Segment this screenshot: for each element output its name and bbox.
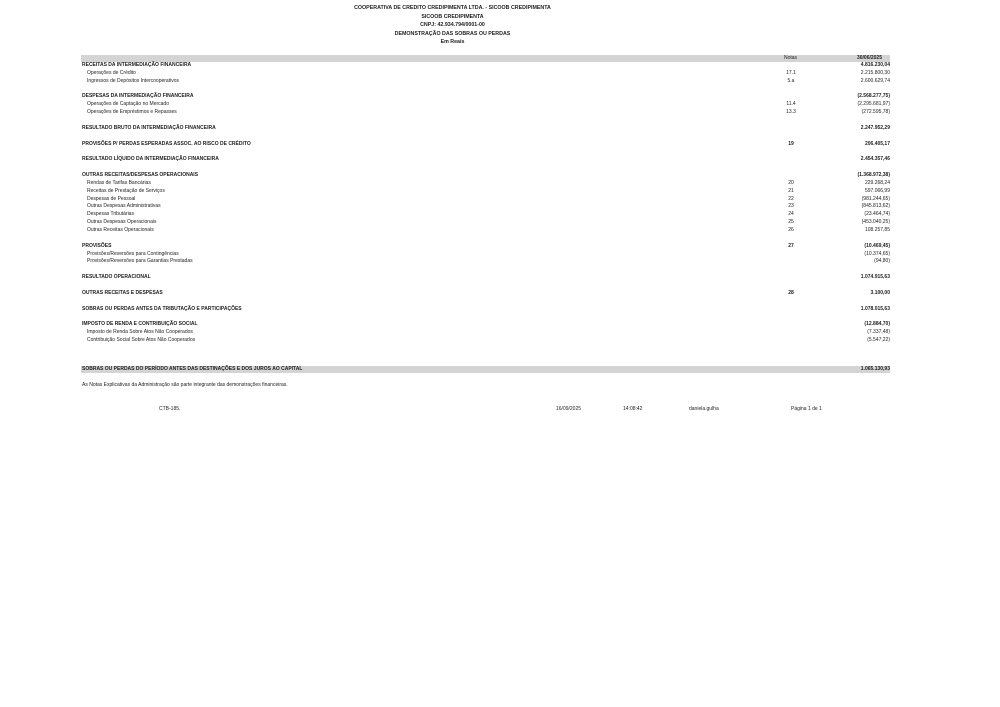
section-row — [81, 156, 890, 164]
row-note: 27 — [788, 242, 794, 249]
company-name: COOPERATIVA DE CREDITO CREDIPIMENTA LTDA. - SICOOB CREDIPIMENTA — [354, 5, 551, 11]
final-result-value: 1.065.130,93 — [860, 366, 890, 372]
income-statement-table — [81, 55, 890, 345]
row-value: 1.074.915,63 — [860, 274, 890, 281]
row-description: OUTRAS RECEITAS/DESPESAS OPERACIONAIS — [82, 172, 199, 179]
row-description: Operações de Empréstimos e Repasses — [87, 109, 177, 116]
row-note: 5.a — [787, 77, 795, 84]
report-title: DEMONSTRAÇÃO DAS SOBRAS OU PERDAS — [394, 30, 511, 37]
row-description: Despesas Tributárias — [87, 211, 134, 218]
row-description: Contribuição Social Sobre Atos Não Cooperados — [87, 337, 196, 343]
row-note: 26 — [788, 226, 794, 233]
line-item-row — [81, 188, 890, 196]
footer-user: daniela.gulha — [689, 406, 719, 412]
row-value: 229.268,24 — [864, 179, 890, 186]
row-description: Operações de Captação no Mercado — [87, 101, 169, 108]
row-note: 28 — [788, 289, 794, 296]
row-value: (845.813,62) — [861, 203, 890, 210]
line-item-row — [81, 70, 890, 78]
line-item-row — [81, 329, 890, 337]
date-column-header: 30/06/2025 — [856, 55, 882, 61]
footer-report-code: CTB-185. — [159, 406, 181, 412]
row-description: OUTRAS RECEITAS E DESPESAS — [82, 289, 163, 296]
row-spacer — [81, 133, 890, 141]
row-description: Rendas de Tarifas Bancárias — [87, 179, 151, 186]
row-description: RESULTADO OPERACIONAL — [82, 274, 151, 281]
row-description: Imposto de Renda Sobre Atos Não Cooperados — [87, 329, 193, 336]
row-value: (1.368.972,38) — [857, 172, 890, 179]
line-item-row — [81, 258, 890, 266]
row-value: (2.568.277,75) — [857, 93, 890, 100]
line-item-row — [81, 180, 890, 188]
section-row — [81, 141, 890, 149]
row-description: DESPESAS DA INTERMEDIAÇÃO FINANCEIRA — [82, 93, 194, 100]
row-description: Outras Despesas Operacionais — [87, 219, 157, 226]
line-item-row — [81, 78, 890, 86]
row-note: 19 — [788, 140, 794, 147]
row-value: (272.595,78) — [861, 109, 890, 116]
row-description: RECEITAS DA INTERMEDIAÇÃO FINANCEIRA — [82, 62, 192, 68]
section-row — [81, 290, 890, 298]
footer-page: Página 1 de 1 — [791, 406, 822, 412]
row-description: Provisões/Reversões para Garantias Prestadas — [87, 258, 193, 265]
row-value: 2.600.629,74 — [860, 77, 890, 84]
footer-time: 14:08:42 — [623, 406, 643, 412]
row-description: Outras Receitas Operacionais — [87, 226, 154, 233]
row-value: 2.454.357,46 — [860, 156, 890, 163]
footnote: As Notas Explicativas da Administração são parte integrante das demonstrações financeiras. — [82, 382, 288, 388]
row-spacer — [81, 86, 890, 94]
section-row — [81, 306, 890, 314]
row-note: 20 — [788, 179, 794, 186]
row-spacer — [81, 117, 890, 125]
row-description: RESULTADO BRUTO DA INTERMEDIAÇÃO FINANCEIRA — [82, 124, 216, 131]
line-item-row — [81, 196, 890, 204]
line-item-row — [81, 337, 890, 345]
line-item-row — [81, 227, 890, 235]
row-note: 17.1 — [786, 69, 796, 76]
currency-label: Em Reais — [440, 39, 465, 46]
row-value: (7.337,48) — [867, 329, 890, 336]
line-item-row — [81, 251, 890, 259]
row-note: 21 — [788, 187, 794, 194]
row-value: 206.405,17 — [864, 140, 890, 147]
row-description: Ingressos de Depósitos Intercooperativos — [87, 77, 179, 84]
row-note: 23 — [788, 203, 794, 210]
row-value: (12.884,70) — [864, 321, 890, 328]
row-value: 4.816.230,04 — [860, 62, 890, 68]
row-value: 2.215.800,30 — [860, 69, 890, 76]
cooperative-short-name: SICOOB CREDIPIMENTA — [421, 13, 484, 20]
section-row — [81, 172, 890, 180]
section-row — [81, 321, 890, 329]
row-note: 25 — [788, 219, 794, 226]
statement-rows — [81, 62, 890, 345]
line-item-row — [81, 101, 890, 109]
row-value: (2.295.681,97) — [857, 101, 890, 108]
row-value: 3.100,00 — [870, 289, 890, 296]
row-value: (453.040,25) — [861, 219, 890, 226]
row-spacer — [81, 298, 890, 306]
row-value: 597.066,99 — [864, 187, 890, 194]
section-row — [81, 274, 890, 282]
row-value: (5.547,22) — [867, 337, 890, 343]
line-item-row — [81, 109, 890, 117]
row-spacer — [81, 266, 890, 274]
cnpj: CNPJ: 42.934.794/0001-00 — [420, 22, 485, 29]
row-spacer — [81, 313, 890, 321]
row-spacer — [81, 235, 890, 243]
row-description: Despesas de Pessoal — [87, 195, 136, 202]
row-note: 22 — [788, 195, 794, 202]
row-value: 108.257,85 — [864, 226, 890, 233]
row-note: 24 — [788, 211, 794, 218]
row-note: 11.4 — [786, 101, 796, 108]
row-spacer — [81, 282, 890, 290]
section-row — [81, 62, 890, 70]
section-row — [81, 93, 890, 101]
line-item-row — [81, 219, 890, 227]
row-spacer — [81, 164, 890, 172]
row-description: Outras Despesas Administrativas — [87, 203, 161, 210]
row-description: Operações de Crédito — [87, 69, 136, 76]
column-header-bar — [81, 55, 890, 62]
row-value: (23.464,74) — [864, 211, 890, 218]
row-value: (10.374,65) — [864, 250, 890, 257]
line-item-row — [81, 211, 890, 219]
row-value: (94,80) — [874, 258, 890, 265]
row-value: (981.244,65) — [861, 195, 890, 202]
section-row — [81, 125, 890, 133]
row-value: 1.078.015,63 — [860, 305, 890, 312]
row-description: RESULTADO LÍQUIDO DA INTERMEDIAÇÃO FINANCEIRA — [82, 156, 219, 163]
report-header — [0, 4, 1000, 47]
section-row — [81, 243, 890, 251]
row-description: PROVISÕES P/ PERDAS ESPERADAS ASSOC. AO RISCO DE CRÉDITO — [82, 140, 251, 147]
line-item-row — [81, 203, 890, 211]
final-result-label: SOBRAS OU PERDAS DO PERÍODO ANTES DAS DESTINAÇÕES E DOS JUROS AO CAPITAL — [82, 366, 303, 372]
row-note: 13.3 — [786, 109, 796, 116]
footer-date: 16/09/2025 — [556, 406, 582, 412]
row-description: PROVISÕES — [82, 242, 112, 249]
notes-column-header: Notas — [783, 55, 798, 61]
row-description: SOBRAS OU PERDAS ANTES DA TRIBUTAÇÃO E PARTICIPAÇÕES — [82, 305, 242, 312]
row-description: IMPOSTO DE RENDA E CONTRIBUIÇÃO SOCIAL — [82, 321, 198, 328]
row-value: (10.469,45) — [864, 242, 890, 249]
row-description: Provisões/Reversões para Contingências — [87, 250, 179, 257]
row-value: 2.247.952,29 — [860, 124, 890, 131]
row-description: Receitas de Prestação de Serviços — [87, 187, 165, 194]
final-result-row — [81, 366, 890, 373]
